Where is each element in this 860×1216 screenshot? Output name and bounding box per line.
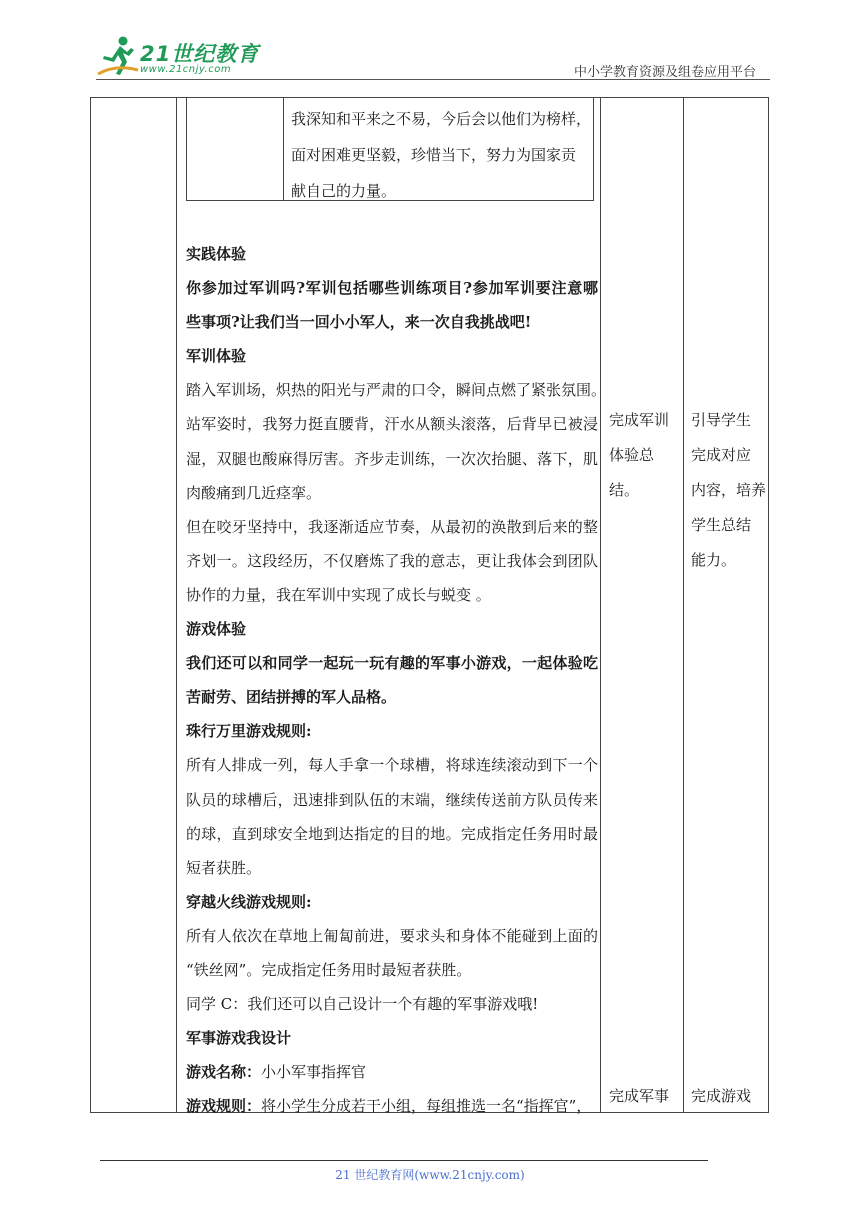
content-line: 队员的球槽后，迅速排到队伍的末端，继续传送前方队员传来 xyxy=(186,790,598,809)
page-header xyxy=(0,0,860,100)
intent-line: 引导学生 xyxy=(691,411,752,429)
design-intent-bottom: 完成游戏 xyxy=(691,1087,752,1105)
runner-logo-icon xyxy=(96,34,140,80)
content-line: 协作的力量，我在军训中实现了成长与蜕变 。 xyxy=(186,585,491,604)
logo-text: 21世纪教育 xyxy=(140,42,260,66)
intent-line: 学生总结 xyxy=(691,516,752,534)
intent-line: 能力。 xyxy=(691,551,737,569)
content-line: 游戏体验 xyxy=(186,620,247,639)
content-line: 实践体验 xyxy=(186,245,247,263)
content-line: 同学 C：我们还可以自己设计一个有趣的军事游戏哦! xyxy=(186,995,539,1014)
content-line: 苦耐劳、团结拼搏的军人品格。 xyxy=(186,688,397,707)
intent-line: 内容，培养 xyxy=(691,481,767,499)
student-activity-cell xyxy=(609,403,669,508)
content-line: 肉酸痛到几近痉挛。 xyxy=(186,483,322,502)
game-rule-label: 游戏规则： xyxy=(186,1097,262,1116)
content-line: 你参加过军训吗?军训包括哪些训练项目?参加军训要注意哪 xyxy=(186,279,598,298)
content-line: 短者获胜。 xyxy=(186,858,262,877)
intent-line: 完成对应 xyxy=(691,446,752,464)
column-divider-1 xyxy=(176,97,177,1113)
content-line: 些事项?让我们当一回小小军人，来一次自我挑战吧! xyxy=(186,313,532,332)
column-divider-3 xyxy=(683,97,684,1113)
content-line: 踏入军训场，炽热的阳光与严肃的口令，瞬间点燃了紧张氛围。 xyxy=(186,381,607,400)
content-line: “铁丝网”。完成指定任务用时最短者获胜。 xyxy=(186,960,472,979)
content-line: 所有人排成一列，每人手拿一个球槽，将球连续滚动到下一个 xyxy=(186,756,598,775)
nested-line: 我深知和平来之不易，今后会以他们为榜样， xyxy=(291,110,592,128)
teaching-content xyxy=(186,237,607,1123)
footer-divider xyxy=(100,1160,708,1161)
content-line: 所有人依次在草地上匍匐前进，要求头和身体不能碰到上面的 xyxy=(186,926,598,945)
site-logo xyxy=(96,34,266,80)
content-line: 军训体验 xyxy=(186,347,247,366)
design-heading: 军事游戏我设计 xyxy=(186,1029,292,1048)
game-name-line xyxy=(186,1055,598,1089)
nested-table xyxy=(186,97,594,201)
game-rule-value: 将小学生分成若干小组，每组推选一名“指挥官”， xyxy=(261,1097,592,1116)
content-line: 珠行万里游戏规则: xyxy=(186,722,312,741)
content-line: 湿，双腿也酸麻得厉害。齐步走训练，一次次抬腿、落下，肌 xyxy=(186,449,598,468)
game-name-label: 游戏名称： xyxy=(186,1063,262,1082)
student-activity-bottom: 完成军事 xyxy=(609,1087,670,1105)
content-line: 我们还可以和同学一起玩一玩有趣的军事小游戏，一起体验吃 xyxy=(186,654,598,673)
nested-line: 面对困难更坚毅，珍惜当下，努力为国家贡 xyxy=(291,146,577,164)
activity-line: 结。 xyxy=(609,481,640,499)
header-divider xyxy=(96,79,770,80)
design-intent-cell xyxy=(691,403,766,578)
content-line: 但在咬牙坚持中，我逐渐适应节奏，从最初的涣散到后来的整 xyxy=(186,517,598,536)
content-line: 的球，直到球安全地到达指定的目的地。完成指定任务用时最 xyxy=(186,824,598,843)
column-divider-2 xyxy=(600,97,601,1113)
content-line: 穿越火线游戏规则: xyxy=(186,892,312,911)
game-name-value: 小小军事指挥官 xyxy=(261,1063,367,1082)
nested-line: 献自己的力量。 xyxy=(291,182,397,200)
nested-table-divider xyxy=(283,97,284,200)
activity-line: 完成军训 xyxy=(609,411,670,429)
nested-table-text xyxy=(291,101,591,209)
footer-text: 21 世纪教育网(www.21cnjy.com) xyxy=(335,1168,525,1182)
game-rule-line xyxy=(186,1089,598,1123)
logo-url: www.21cnjy.com xyxy=(140,64,232,75)
platform-title: 中小学教育资源及组卷应用平台 xyxy=(573,65,756,80)
content-line: 站军姿时，我努力挺直腰背，汗水从额头滚落，后背早已被浸 xyxy=(186,415,598,434)
content-line: 齐划一。这段经历，不仅磨炼了我的意志，更让我体会到团队 xyxy=(186,551,598,570)
activity-line: 体验总 xyxy=(609,446,655,464)
